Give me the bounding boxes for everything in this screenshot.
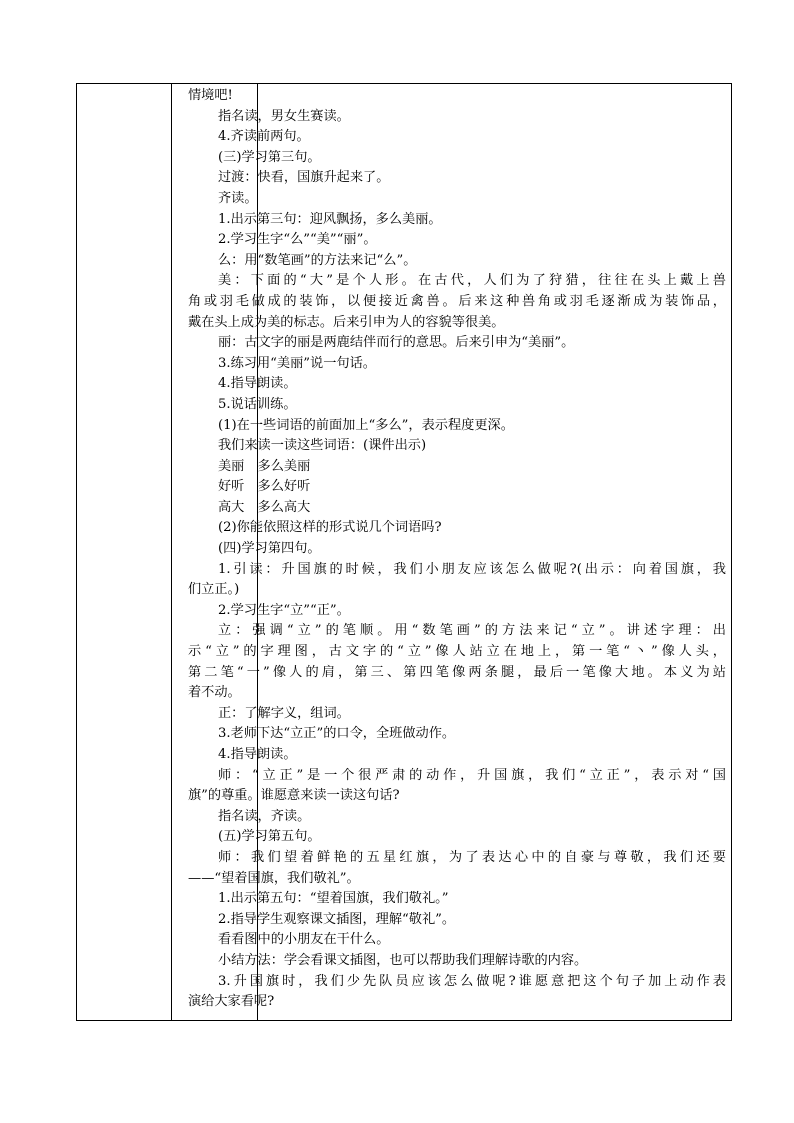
text-line: (五)学习第五句。 [218, 829, 321, 845]
text-line: 示“立”的字理图，古文字的“立”像人站立在地上，第一笔“丶”像人头， [188, 644, 726, 660]
text-line: 1.出示第三句：迎风飘扬，多么美丽。 [218, 211, 442, 227]
text-line: 丽：古文字的丽是两鹿结伴而行的意思。后来引申为“美丽”。 [218, 335, 575, 351]
text-line: 正：了解字义，组词。 [218, 705, 350, 721]
text-line: 着不动。 [188, 685, 241, 701]
text-line: 指名读，齐读。 [218, 808, 311, 824]
text-line: 3.老师下达“立正”的口令，全班做动作。 [218, 726, 456, 742]
text-line: 过渡：快看，国旗升起来了。 [218, 170, 390, 186]
text-line: 5.说话训练。 [218, 396, 297, 412]
text-line: 4.指导朗读。 [218, 747, 297, 762]
text-line: 2.学习生字“立”“正”。 [218, 602, 350, 618]
text-line: 小结方法：学会看课文插图，也可以帮助我们理解诗歌的内容。 [218, 952, 588, 968]
text-line: 演给大家看呢? [188, 994, 275, 1010]
text-line: (三)学习第三句。 [218, 149, 321, 165]
text-line: 齐读。 [218, 190, 258, 206]
text-line: 3.练习用“美丽”说一句话。 [218, 355, 376, 371]
text-line: 2.指导学生观察课文插图，理解“敬礼”。 [218, 911, 456, 927]
text-line: 戴在头上成为美的标志。后来引申为人的容貌等很美。 [188, 314, 505, 330]
text-line: 第二笔“一”像人的肩，第三、第四笔像两条腿，最后一笔像大地。本义为站 [188, 664, 726, 680]
lesson-content [188, 86, 726, 1013]
text-line: 们立正。) [188, 582, 240, 598]
text-line: 美丽 多么美丽 [218, 458, 311, 474]
text-line: (四)学习第四句。 [218, 541, 321, 557]
text-line: 高大 多么高大 [218, 499, 311, 515]
text-line: 4.齐读前两句。 [218, 129, 310, 145]
text-line: (2)你能依照这样的形式说几个词语吗? [218, 520, 442, 536]
text-line: 看看图中的小朋友在干什么。 [218, 932, 390, 948]
text-line: 美：下面的“大”是个人形。在古代，人们为了狩猎，往往在头上戴上兽 [218, 273, 726, 289]
text-line: 角或羽毛做成的装饰，以便接近禽兽。后来这种兽角或羽毛逐渐成为装饰品， [188, 293, 726, 309]
column-divider-1 [171, 84, 172, 1020]
text-line: 1.出示第五句：“望着国旗，我们敬礼。” [218, 891, 449, 907]
text-line: 师：“立正”是一个很严肃的动作，升国旗，我们“立正”，表示对“国 [218, 767, 726, 783]
text-line: 么：用“数笔画”的方法来记“么”。 [218, 252, 417, 268]
text-line: (1)在一些词语的前面加上“多么”，表示程度更深。 [218, 417, 514, 433]
text-line: 1.引读：升国旗的时候，我们小朋友应该怎么做呢?(出示：向着国旗，我 [218, 561, 726, 577]
text-line: 3.升国旗时，我们少先队员应该怎么做呢?谁愿意把这个句子加上动作表 [218, 973, 726, 989]
text-line: 指名读，男女生赛读。 [218, 108, 350, 124]
text-line: 好听 多么好听 [218, 479, 311, 495]
text-line: 4.指导朗读。 [218, 376, 297, 392]
text-line: 我们来读一读这些词语：(课件出示) [218, 438, 427, 454]
text-line: ——“望着国旗，我们敬礼”。 [188, 870, 360, 886]
text-line: 师：我们望着鲜艳的五星红旗，为了表达心中的自豪与尊敬，我们还要 [218, 849, 726, 865]
text-line: 情境吧! [188, 88, 233, 103]
text-line: 立：强调“立”的笔顺。用“数笔画”的方法来记“立”。讲述字理：出 [218, 623, 726, 639]
text-line: 旗”的尊重。谁愿意来读一读这句话? [188, 788, 400, 804]
text-line: 2.学习生字“么”“美”“丽”。 [218, 232, 377, 248]
